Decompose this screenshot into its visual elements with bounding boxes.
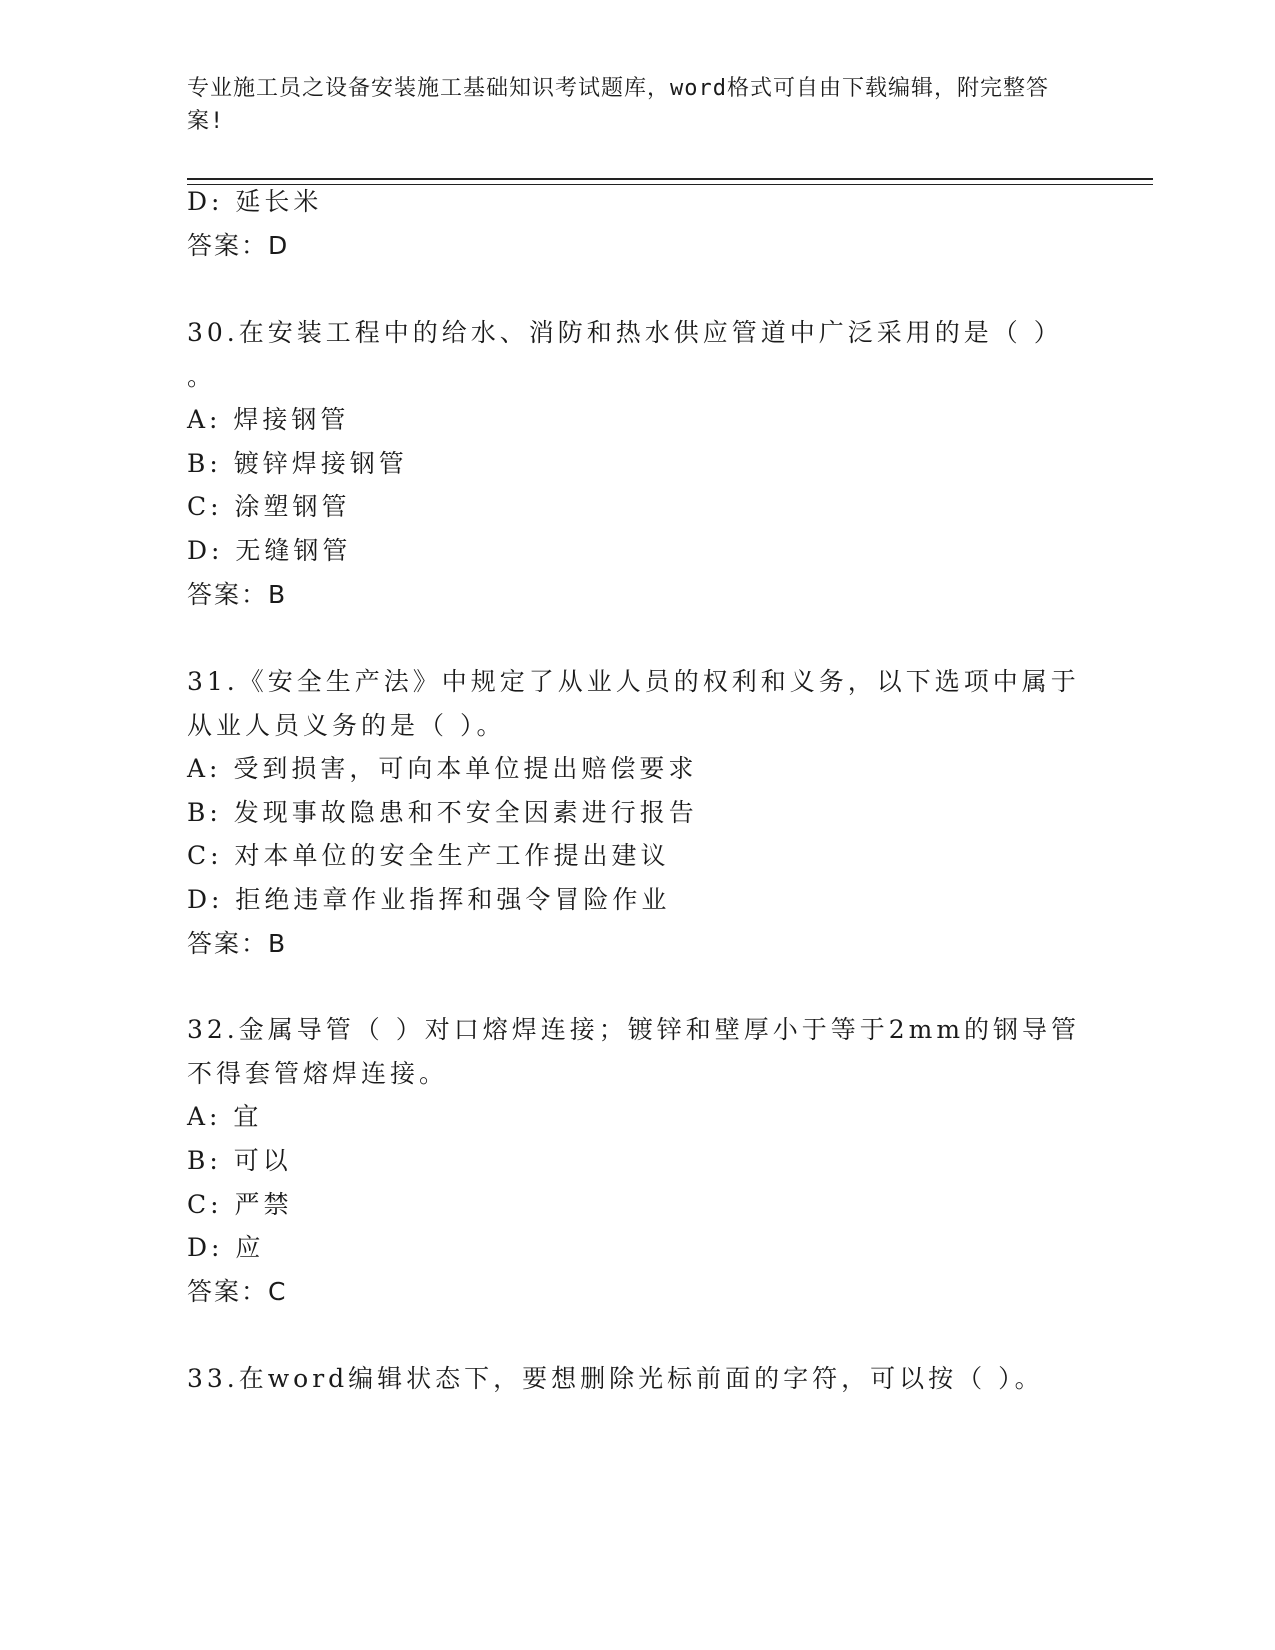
q32-option-a: A: 宜 — [187, 1102, 263, 1131]
q32-stem-line2: 不得套管熔焊连接。 — [187, 1059, 449, 1088]
q30-option-a: A: 焊接钢管 — [187, 405, 350, 434]
q33-stem-line1: 33.在word编辑状态下，要想删除光标前面的字符，可以按（ ）。 — [187, 1364, 1044, 1393]
header-divider-thin — [187, 184, 1153, 185]
q30-option-d: D: 无缝钢管 — [187, 536, 352, 565]
q32-option-b: B: 可以 — [187, 1146, 292, 1175]
q31-option-d: D: 拒绝违章作业指挥和强令冒险作业 — [187, 885, 671, 914]
q31-answer: 答案：B — [187, 929, 288, 958]
prev-option-d: D: 延长米 — [187, 187, 323, 216]
prev-answer: 答案：D — [187, 231, 290, 260]
q31-option-b: B: 发现事故隐患和不安全因素进行报告 — [187, 798, 698, 827]
document-header: 专业施工员之设备安装施工基础知识考试题库，word格式可自由下载编辑，附完整答案! — [187, 76, 1049, 134]
q31-option-a: A: 受到损害，可向本单位提出赔偿要求 — [187, 754, 698, 783]
q30-option-c: C: 涂塑钢管 — [187, 492, 351, 521]
q30-answer: 答案：B — [187, 580, 288, 609]
q31-stem-line2: 从业人员义务的是（ ）。 — [187, 711, 506, 740]
header-divider-thick — [187, 178, 1153, 180]
q32-answer: 答案：C — [187, 1277, 288, 1306]
q30-stem-line1: 30.在安装工程中的给水、消防和热水供应管道中广泛采用的是（ ） — [187, 318, 1063, 347]
q30-option-b: B: 镀锌焊接钢管 — [187, 449, 408, 478]
q32-stem-line1: 32.金属导管（ ）对口熔焊连接；镀锌和壁厚小于等于2mm的钢导管 — [187, 1015, 1081, 1044]
q31-stem-line1: 31.《安全生产法》中规定了从业人员的权利和义务，以下选项中属于 — [187, 667, 1080, 696]
q32-option-c: C: 严禁 — [187, 1190, 293, 1219]
q30-stem-line2: 。 — [187, 362, 217, 391]
q31-option-c: C: 对本单位的安全生产工作提出建议 — [187, 841, 670, 870]
q32-option-d: D: 应 — [187, 1233, 265, 1262]
